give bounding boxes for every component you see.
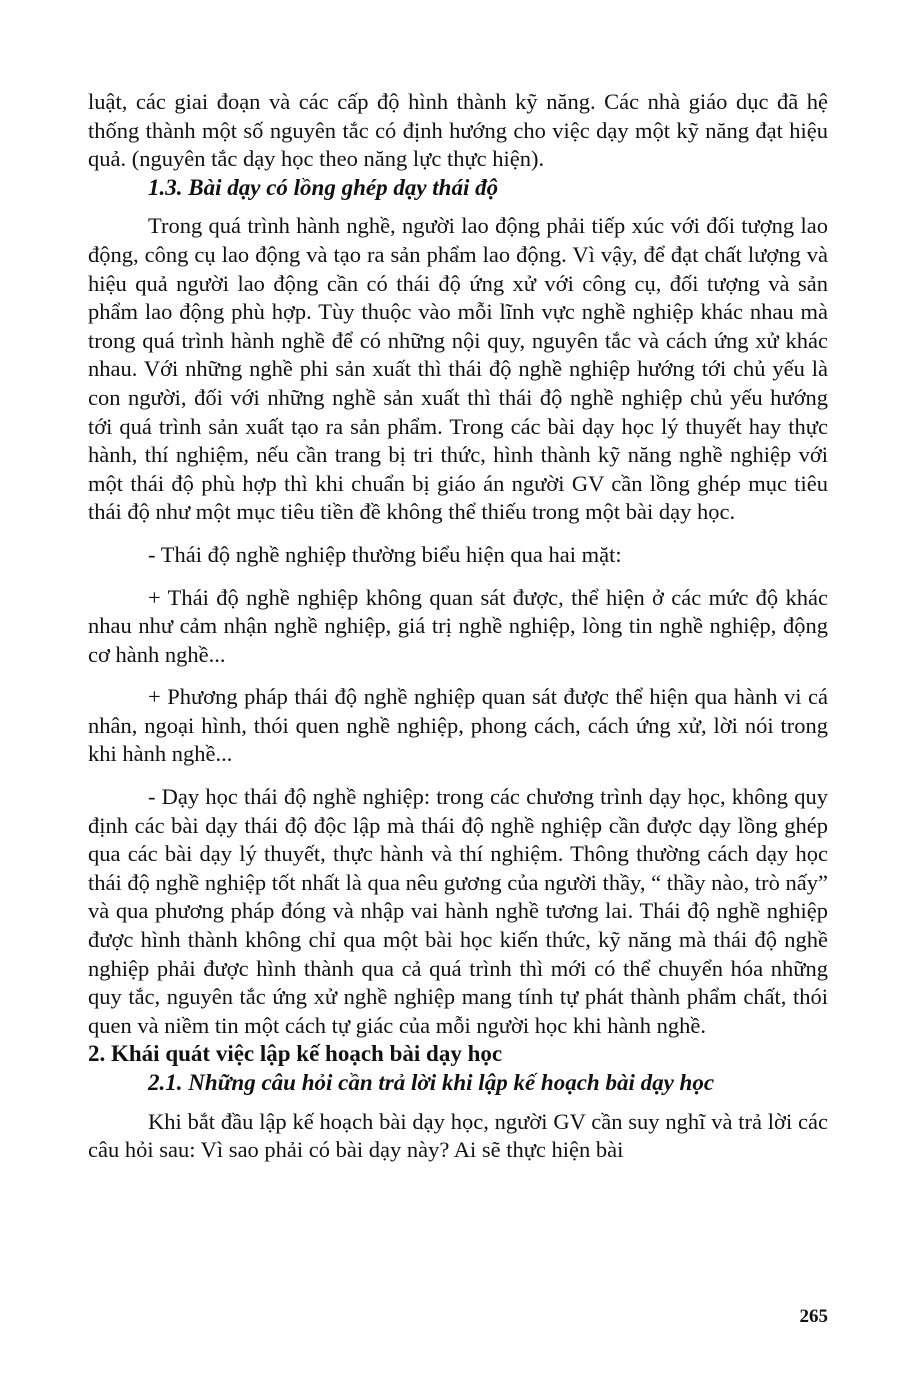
page-body: [88, 88, 828, 1165]
section-heading-2-1: 2.1. Những câu hỏi cần trả lời khi lập kế hoạch bài dạy học: [148, 1070, 715, 1095]
paragraph-teaching-attitude: - Dạy học thái độ nghề nghiệp: trong các chương trình dạy học, không quy định các bài dạy thái độ độc lập mà thái độ nghề nghiệp cần được dạy lồng ghép qua các bài dạy lý thuyết, thực hành và thí nghiệm. Thông thường cách dạy học thái độ nghề nghiệp tốt nhất là qua nêu gương của người thầy, “ thầy nào, trò nấy” và qua phương pháp đóng và nhập vai hành nghề tương lai. Thái độ nghề nghiệp được hình thành không chỉ qua một bài học kiến thức, kỹ năng mà thái độ nghề nghiệp phải được hình thành qua cả quá trình thì mới có thể chuyển hóa những quy tắc, nguyên tắc ứng xử nghề nghiệp mang tính tự phát thành phẩm chất, thói quen và niềm tin một cách tự giác của mỗi người học khi hành nghề.: [88, 784, 828, 1038]
paragraph-unobservable-attitude: + Thái độ nghề nghiệp không quan sát được, thể hiện ở các mức độ khác nhau như cảm nhận nghề nghiệp, giá trị nghề nghiệp, lòng tin nghề nghiệp, động cơ hành nghề...: [88, 584, 828, 667]
paragraph-attitude-overview: Trong quá trình hành nghề, người lao động phải tiếp xúc với đối tượng lao động, công cụ lao động và tạo ra sản phẩm lao động. Vì vậy, để đạt chất lượng và hiệu quả người lao động cần có thái độ ứng xử với công cụ, đối tượng và sản phẩm lao động phù hợp. Tùy thuộc vào mỗi lĩnh vực nghề nghiệp khác nhau mà trong quá trình hành nghề để có những nội quy, nguyên tắc và cách ứng xử khác nhau. Với những nghề phi sản xuất thì thái độ nghề nghiệp hướng tới chủ yếu là con người, đối với những nghề sản xuất thì thái độ nghề nghiệp chủ yếu hướng tới quá trình sản xuất tạo ra sản phẩm. Trong các bài dạy học lý thuyết hay thực hành, thí nghiệm, nếu cần trang bị tri thức, hình thành kỹ năng nghề nghiệp với một thái độ phù hợp thì khi chuẩn bị giáo án người GV cần lồng ghép mục tiêu thái độ như một mục tiêu tiền đề không thể thiếu trong một bài dạy học.: [88, 213, 828, 525]
section-heading-2: 2. Khái quát việc lập kế hoạch bài dạy học: [88, 1041, 503, 1067]
page-number: 265: [799, 1306, 828, 1327]
paragraph-intro: luật, các giai đoạn và các cấp độ hình thành kỹ năng. Các nhà giáo dục đã hệ thống thành một số nguyên tắc có định hướng cho việc dạy một kỹ năng đạt hiệu quả. (nguyên tắc dạy học theo năng lực thực hiện).: [88, 89, 828, 172]
paragraph-lesson-planning: Khi bắt đầu lập kế hoạch bài dạy học, người GV cần suy nghĩ và trả lời các câu hỏi sau: Vì sao phải có bài dạy này? Ai sẽ thực hiện bài: [88, 1108, 828, 1163]
paragraph-attitude-aspects: - Thái độ nghề nghiệp thường biểu hiện qua hai mặt:: [148, 541, 622, 567]
paragraph-observable-attitude: + Phương pháp thái độ nghề nghiệp quan sát được thể hiện qua hành vi cá nhân, ngoại hình, thói quen nghề nghiệp, phong cách, cách ứng xử, lời nói trong khi hành nghề...: [88, 684, 828, 767]
section-heading-1-3: 1.3. Bài dạy có lồng ghép dạy thái độ: [148, 174, 499, 200]
